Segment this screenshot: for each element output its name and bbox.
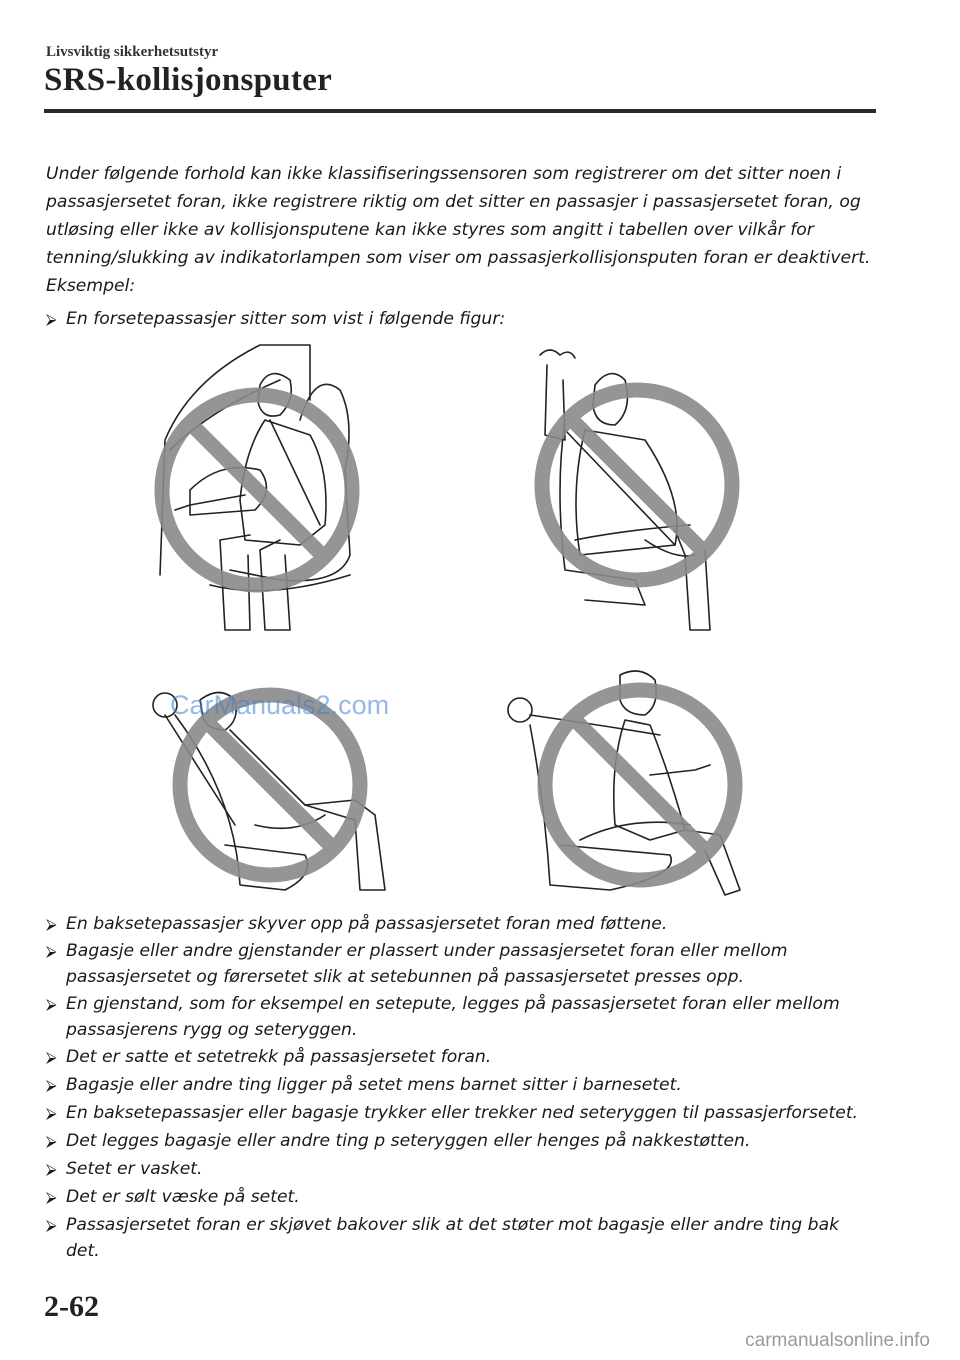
bullet-arrow-icon: ⮚ <box>46 1104 57 1122</box>
list-item <box>46 911 876 937</box>
bullet-text: Det er sølt væske på setet. <box>66 1187 300 1207</box>
list-item <box>46 1128 876 1154</box>
prohibited-icon <box>180 695 360 875</box>
figure-grid <box>0 330 960 910</box>
bullet-text: Passasjersetet foran er skjøvet bakover slik at det støter mot bagasje eller andre ting bak det. <box>66 1215 840 1261</box>
bullet-text: Setet er vasket. <box>66 1159 203 1179</box>
section-label: Livsviktig sikkerhetsutstyr <box>46 44 219 60</box>
bullet-text: En gjenstand, som for eksempel en setepute, legges på passasjersetet foran eller mellom passasjerens rygg og seteryggen. <box>66 994 840 1040</box>
bullet-arrow-icon: ⮚ <box>46 1132 57 1150</box>
bullet-arrow-icon: ⮚ <box>46 1048 57 1066</box>
page-number: 2-62 <box>44 1290 99 1323</box>
list-item <box>46 1184 876 1210</box>
bullet-text: En forsetepassasjer sitter som vist i følgende figur: <box>66 309 506 329</box>
list-item <box>46 991 876 1043</box>
list-item <box>46 1100 876 1126</box>
bullet-arrow-icon: ⮚ <box>46 995 57 1013</box>
page-title: SRS-kollisjonsputer <box>44 62 333 98</box>
figure-passenger-leaning-forward <box>500 665 760 905</box>
bullet-text: En baksetepassasjer skyver opp på passasjersetet foran med føttene. <box>66 914 668 934</box>
bullet-arrow-icon: ⮚ <box>46 1188 57 1206</box>
bullet-text: Det er satte et setetrekk på passasjersetet foran. <box>66 1047 492 1067</box>
bullet-arrow-icon: ⮚ <box>46 1160 57 1178</box>
list-item <box>46 1072 876 1098</box>
watermark-text: CarManuals2.com <box>170 690 390 720</box>
title-divider <box>44 109 876 113</box>
bullet-text: Bagasje eller andre gjenstander er plassert under passasjersetet foran eller mellom passasjersetet og førersetet slik at setebunnen på passasjersetet presses opp. <box>66 941 788 987</box>
prohibited-icon <box>542 390 732 580</box>
figure-passenger-arm-raised <box>525 340 755 645</box>
intro-paragraph: Under følgende forhold kan ikke klassifiseringssensoren som registrerer om det sitter noen i passasjersetet foran, ikke registrere riktig om det sitter en passasjer i passasjersetet foran, og utløsing eller ikke av kollisjonsputene kan ikke styres som angitt i tabellen over vilkår for tenning/slukking av indikatorlampen som viser om passasjerkollisjonsputen foran er deaktivert. Eksempel: <box>46 164 871 296</box>
list-item <box>46 1156 876 1182</box>
bullet-arrow-icon: ⮚ <box>46 915 57 933</box>
bullet-arrow-icon: ⮚ <box>46 1216 57 1234</box>
list-item <box>46 938 876 990</box>
bullet-arrow-icon: ⮚ <box>46 1076 57 1094</box>
bullet-arrow-icon: ⮚ <box>46 310 57 328</box>
footer-site-text: carmanualsonline.info <box>745 1330 930 1351</box>
bullet-arrow-icon: ⮚ <box>46 942 57 960</box>
bullet-text: En baksetepassasjer eller bagasje trykker eller trekker ned seteryggen til passasjerforsetet. <box>66 1103 859 1123</box>
bullet-text: Det legges bagasje eller andre ting p seteryggen eller henges på nakkestøtten. <box>66 1131 751 1151</box>
bullet-text: Bagasje eller andre ting ligger på setet mens barnet sitter i barnesetet. <box>66 1075 682 1095</box>
list-item <box>46 1212 876 1264</box>
figure-passenger-leaning <box>150 340 380 645</box>
figure-caption-bullet <box>46 306 876 332</box>
list-item <box>46 1044 876 1070</box>
